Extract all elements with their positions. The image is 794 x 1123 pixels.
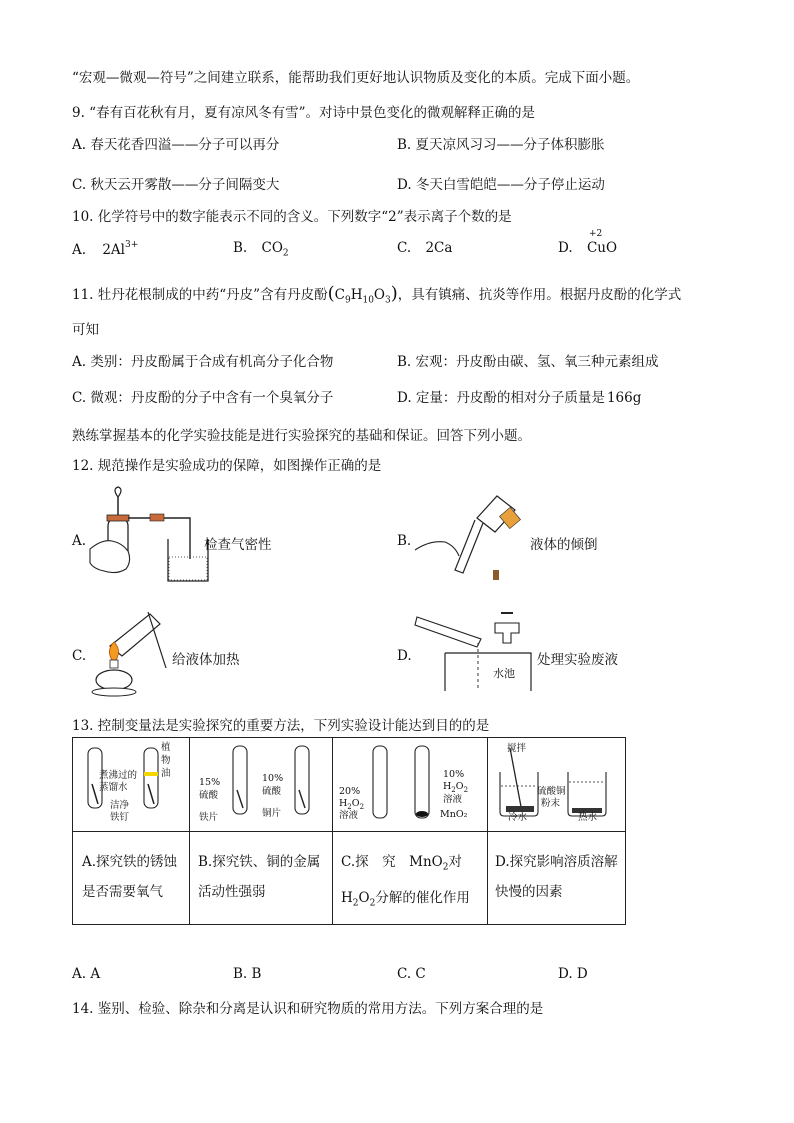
- q11-formula-c-sub: 9: [344, 295, 351, 306]
- q12-option-a-label[interactable]: A.: [72, 533, 87, 549]
- oil-label-3: 油: [161, 768, 171, 779]
- q11-option-a[interactable]: A. 类别：丹皮酚属于合成有机高分子化合物: [72, 354, 334, 370]
- q11-stem: 11. 牡丹花根制成的中药“丹皮”含有丹皮酚$(C_9H_{10}O_3)$，具有镇痛、抗炎等作用。根据丹皮酚的化学式: [72, 283, 682, 306]
- c-right-h2o2: $H_2O_2$: [443, 781, 469, 794]
- intro-macro-micro: “宏观—微观—符号”之间建立联系，能帮助我们更好地认识物质及变化的本质。完成下面小题。: [72, 70, 640, 86]
- q11-d-text: D. 定量：丹皮酚的相对分子质量是: [397, 390, 605, 406]
- q9-option-a[interactable]: A. 春天花香四溢——分子可以再分: [72, 137, 280, 153]
- q10-c-formula: 2Ca: [425, 240, 453, 256]
- c-catalyst: MnO₂: [440, 809, 468, 820]
- q10-b-label: B.: [233, 240, 248, 256]
- b-left-acid: 硫酸: [199, 790, 219, 801]
- q13-c-mno2: MnO: [409, 854, 443, 870]
- q11-formula-h-sub: 10: [362, 295, 374, 306]
- q13-cell-b-text: B.探究铁、铜的金属活动性强弱: [198, 854, 321, 900]
- q12-c-caption: 给液体加热: [172, 652, 240, 668]
- q9-stem: 9. “春有百花秋有月，夏有凉风冬有雪”。对诗中景色变化的微观解释正确的是: [72, 105, 535, 121]
- stir-label: 搅拌: [507, 743, 527, 754]
- q13-stem: 13. 控制变量法是实验探究的重要方法，下列实验设计能达到目的的是: [72, 718, 490, 734]
- q11-formula-o: O: [373, 287, 385, 303]
- q10-option-b[interactable]: [233, 240, 289, 259]
- distilled-label: 蒸馏水: [99, 782, 128, 793]
- b-right-acid: 硫酸: [262, 786, 282, 797]
- b-right-pct: 10%: [262, 773, 284, 784]
- q11-d-value: 166g: [606, 390, 642, 406]
- q13-answer-a[interactable]: A. A: [72, 966, 101, 982]
- q10-b-sub: 2: [282, 248, 289, 259]
- q13-answer-d[interactable]: D. D: [558, 966, 588, 982]
- cold-water-label: 冷水: [508, 812, 528, 823]
- q10-b-formula: CO: [261, 240, 283, 256]
- oil-label-2: 物: [161, 755, 171, 766]
- b-left-pct: 15%: [199, 777, 221, 788]
- q11-stem-c: 可知: [72, 322, 99, 338]
- solute-label-2: 粉末: [541, 798, 561, 809]
- q11-formula-h: H: [350, 287, 363, 303]
- q10-a-charge: 3+: [125, 240, 139, 250]
- q12-option-b-label[interactable]: B.: [397, 533, 412, 549]
- q10-d-label: D.: [558, 240, 573, 256]
- q13-cell-a-text: A.探究铁的锈蚀是否需要氧气: [82, 854, 178, 900]
- oil-label-1: 植: [161, 742, 171, 753]
- c-left-h2o2: $H_2O_2$: [339, 798, 365, 811]
- q13-c-h2o2: H: [341, 889, 353, 906]
- q10-a-formula: 2Al: [102, 242, 125, 258]
- q13-c-text-3: 分解的催化作用: [375, 889, 470, 906]
- b-right-metal: 铜片: [262, 808, 282, 819]
- q9-option-d[interactable]: D. 冬天白雪皑皑——分子停止运动: [397, 177, 605, 193]
- q12-b-caption: 液体的倾倒: [530, 537, 598, 553]
- boiled-label: 煮沸过的: [99, 770, 138, 781]
- q11-formula-c: C: [334, 287, 345, 303]
- q9-option-c[interactable]: C. 秋天云开雾散——分子间隔变大: [72, 177, 280, 193]
- q11-formula-o-sub: 3: [385, 295, 391, 306]
- q13-c-text-2: 对: [448, 854, 462, 870]
- pool-label: 水池: [493, 667, 515, 680]
- q12-stem: 12. 规范操作是实验成功的保障，如图操作正确的是: [72, 458, 382, 474]
- c-right-sol: 溶液: [443, 794, 463, 805]
- q10-option-c[interactable]: [397, 240, 452, 256]
- q13-cell-c-text: C.探 究 MnO$_2$对 $H_2O_2$分解的催化作用: [341, 854, 470, 909]
- q11-option-d[interactable]: [397, 386, 641, 406]
- q11-option-b[interactable]: B. 宏观：丹皮酚由碳、氢、氧三种元素组成: [397, 354, 659, 370]
- q11-stem-b: ，具有镇痛、抗炎等作用。根据丹皮酚的化学式: [397, 287, 682, 303]
- q14-stem: 14. 鉴别、检验、除杂和分离是认识和研究物质的常用方法。下列方案合理的是: [72, 1001, 544, 1017]
- q10-a-label: A.: [72, 242, 87, 258]
- waste-disposal-figure: [415, 603, 535, 693]
- q12-option-d-label[interactable]: D.: [397, 648, 412, 664]
- q10-stem: 10. 化学符号中的数字能表示不同的含义。下列数字“2”表示离子个数的是: [72, 209, 512, 225]
- q10-d-valence: +2: [588, 229, 603, 239]
- q10-c-label: C.: [397, 240, 412, 256]
- nail-label-1: 洁净: [110, 800, 130, 811]
- q9-option-b[interactable]: B. 夏天凉风习习——分子体积膨胀: [397, 137, 605, 153]
- q11-stem-a: 11. 牡丹花根制成的中药“丹皮”含有丹皮酚: [72, 287, 328, 303]
- q13-answer-c[interactable]: C. C: [397, 966, 426, 982]
- c-left-pct: 20%: [339, 786, 361, 797]
- intro-lab-skills: 熟练掌握基本的化学实验技能是进行实验探究的基础和保证。回答下列小题。: [72, 428, 531, 444]
- q10-option-d[interactable]: [558, 229, 618, 256]
- q13-c-text-1: C.探 究: [341, 854, 410, 870]
- q13-cell-d-text: D.探究影响溶质溶解快慢的因素: [495, 854, 618, 900]
- pour-liquid-figure: [415, 490, 530, 582]
- solute-label-1: 硫酸铜: [537, 786, 566, 797]
- q12-option-c-label[interactable]: C.: [72, 648, 87, 664]
- c-left-sol: 溶液: [339, 810, 359, 821]
- q12-d-caption: 处理实验废液: [537, 652, 618, 668]
- nail-label-2: 铁钉: [110, 812, 130, 823]
- hot-water-label: 热水: [578, 812, 598, 823]
- airtight-check-figure: [90, 487, 210, 587]
- c-right-pct: 10%: [443, 769, 465, 780]
- q10-option-a[interactable]: [72, 240, 138, 258]
- q12-a-caption: 检查气密性: [204, 537, 272, 553]
- q13-answer-b[interactable]: B. B: [233, 966, 262, 982]
- q10-d-formula: CuO: [586, 240, 618, 256]
- q11-option-c[interactable]: C. 微观：丹皮酚的分子中含有一个臭氧分子: [72, 390, 334, 406]
- b-left-metal: 铁片: [199, 812, 219, 823]
- heat-liquid-figure: [90, 608, 180, 698]
